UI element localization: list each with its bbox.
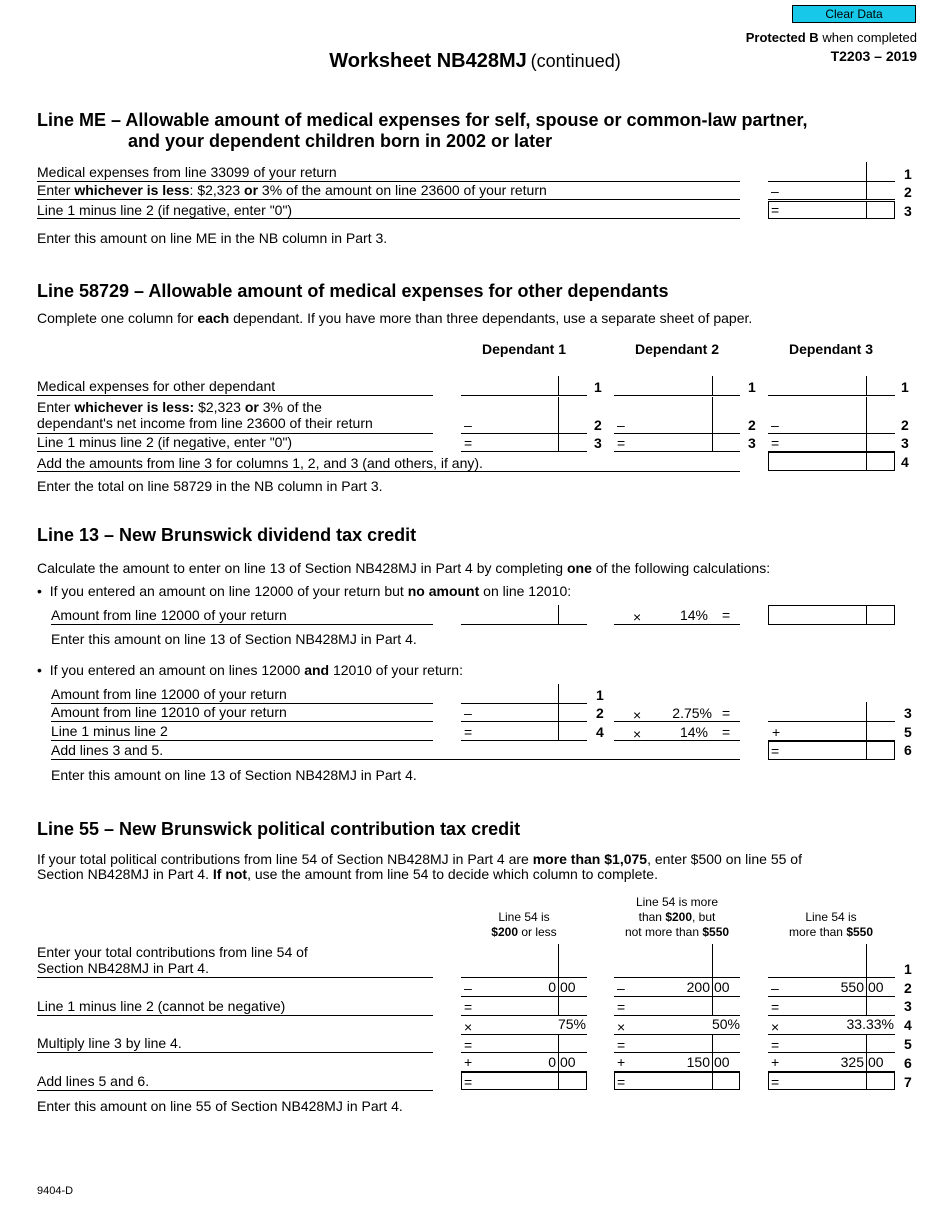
cents-divider: [866, 978, 867, 996]
amount-line-me-1[interactable]: [768, 181, 895, 182]
t: Enter: [37, 182, 75, 198]
t: Line 54 is: [805, 910, 857, 924]
line-me-heading: Line ME – Allowable amount of medical expenses for self, spouse or common-law partner,: [37, 110, 808, 130]
line-58729-row2-cont: dependant's net income from line 23600 of their return: [37, 415, 373, 431]
equals-sign: =: [771, 743, 780, 759]
rate-14: 14%: [679, 724, 708, 740]
t: each: [197, 310, 230, 326]
t: or: [244, 182, 259, 198]
t: Calculate the amount to enter on line 13 of Section NB428MJ in Part 4 by completing: [37, 560, 567, 576]
line-number: 2: [594, 417, 602, 433]
t: no amount: [407, 583, 480, 599]
plus-sign: +: [464, 1054, 473, 1070]
col2-line5[interactable]: [614, 1052, 740, 1053]
t: whichever is less: [74, 182, 190, 198]
dep3-line1[interactable]: [768, 395, 895, 396]
dep1-line3[interactable]: [461, 451, 587, 452]
times-sign: ×: [633, 726, 642, 742]
col1-line7[interactable]: [461, 1072, 587, 1090]
equals-sign: =: [464, 435, 473, 451]
line-13-bullet1: • If you entered an amount on line 12000 of your return but no amount on line 12010:: [37, 583, 572, 599]
rule: [37, 451, 433, 452]
cents-divider: [866, 376, 867, 396]
form-id: T2203 – 2019: [830, 48, 917, 64]
t: Section NB428MJ in Part 4.: [37, 866, 213, 882]
cents-divider: [866, 452, 867, 471]
minus-sign: –: [617, 980, 625, 996]
line-me-note: Enter this amount on line ME in the NB column in Part 3.: [37, 230, 388, 246]
line-me-row1: Medical expenses from line 33099 of your return: [37, 164, 337, 180]
col1-line6-cents: 00: [560, 1054, 576, 1070]
rule: [37, 977, 433, 978]
line-13-intro: [37, 560, 770, 576]
b1-row: Amount from line 12000 of your return: [51, 607, 287, 623]
t: $550: [846, 925, 874, 939]
line-55-note: Enter this amount on line 55 of Section NB428MJ in Part 4.: [37, 1098, 403, 1114]
t: $200: [491, 925, 518, 939]
minus-sign: –: [617, 417, 625, 433]
line-number: 2: [904, 980, 912, 996]
plus-sign: +: [617, 1054, 626, 1070]
t: and: [304, 662, 330, 678]
line-55-intro-1: [37, 851, 802, 867]
equals-sign: =: [771, 999, 780, 1015]
cents-divider: [712, 944, 713, 978]
when-completed-text: when completed: [822, 30, 917, 45]
plus-sign: +: [771, 1054, 780, 1070]
col1-line2-cents: 00: [560, 979, 576, 995]
line-55-row5: Multiply line 3 by line 4.: [37, 1035, 182, 1051]
t: dependant. If you have more than three dependants, use a separate sheet of paper.: [229, 310, 753, 326]
rate-2-75: 2.75%: [672, 705, 712, 721]
cents-divider: [712, 1053, 713, 1071]
cents-divider: [866, 605, 867, 625]
rule: [51, 624, 433, 625]
cents-divider: [866, 702, 867, 722]
protected-b-text: Protected B: [745, 30, 819, 45]
equals-sign: =: [617, 1074, 626, 1090]
rule: [614, 721, 740, 722]
line-number: 7: [904, 1074, 912, 1090]
equals-sign: =: [722, 607, 731, 623]
t: Enter: [37, 399, 75, 415]
col2-rate: 50%: [711, 1016, 740, 1032]
col1-line5[interactable]: [461, 1052, 587, 1053]
col2-line2-dollars: 200: [686, 979, 710, 995]
line-55-row1-cont: Section NB428MJ in Part 4.: [37, 960, 209, 976]
cents-divider: [558, 704, 559, 722]
col2-line2[interactable]: [614, 996, 740, 997]
equals-sign: =: [617, 999, 626, 1015]
t: or less: [518, 925, 557, 939]
b2-row1: Amount from line 12000 of your return: [51, 686, 287, 702]
line-number: 1: [594, 379, 602, 395]
rule: [461, 1034, 587, 1035]
b2-amount-line1[interactable]: [461, 703, 587, 704]
line-number: 4: [596, 724, 604, 740]
line-55-row7: Add lines 5 and 6.: [37, 1073, 150, 1089]
b1-amount[interactable]: [461, 624, 587, 625]
amount-line-me-3[interactable]: [768, 201, 895, 219]
minus-sign: –: [771, 980, 779, 996]
cents-divider: [558, 605, 559, 625]
line-number: 5: [904, 724, 912, 740]
rate-14: 14%: [679, 607, 708, 623]
line-number: 3: [594, 435, 602, 451]
line-me-row2: [37, 182, 547, 198]
line-number: 4: [904, 1017, 912, 1033]
cents-divider: [866, 201, 867, 219]
t: , but: [692, 910, 716, 924]
rule: [51, 740, 433, 741]
page-title: [0, 50, 950, 73]
column-head-dependant-2: Dependant 2: [634, 341, 719, 357]
equals-sign: =: [771, 1074, 780, 1090]
t: or: [244, 399, 259, 415]
cents-divider: [558, 376, 559, 396]
t: on line 12010:: [479, 583, 572, 599]
cents-divider: [866, 182, 867, 200]
t: 12010 of your return:: [329, 662, 463, 678]
minus-sign: –: [464, 417, 472, 433]
b2-row3: Line 1 minus line 2: [51, 723, 168, 739]
col1-line2[interactable]: [461, 996, 587, 997]
column-head-dependant-1: Dependant 1: [481, 341, 566, 357]
col2-line7[interactable]: [614, 1072, 740, 1090]
line-number: 6: [904, 742, 912, 758]
rule: [51, 759, 740, 760]
b2-result-line3[interactable]: [768, 721, 895, 722]
cents-divider: [558, 1035, 559, 1053]
cents-divider: [712, 978, 713, 996]
equals-sign: =: [464, 724, 473, 740]
rule: [37, 1090, 433, 1091]
t: If you entered an amount on lines 12000: [49, 662, 305, 678]
line-number: 3: [904, 705, 912, 721]
col3-line2-dollars: 550: [840, 979, 864, 995]
cents-divider: [866, 397, 867, 434]
title-continued: (continued): [530, 51, 621, 71]
rule: [37, 1015, 433, 1016]
dep1-line1[interactable]: [461, 395, 587, 396]
equals-sign: =: [722, 705, 731, 721]
line-number: 2: [596, 705, 604, 721]
t: of the following calculations:: [591, 560, 771, 576]
minus-sign: –: [771, 183, 779, 199]
line-me-row3: Line 1 minus line 2 (if negative, enter "0"): [37, 202, 293, 218]
minus-sign: –: [464, 705, 472, 721]
form-code: 9404-D: [37, 1185, 74, 1197]
cents-divider: [558, 944, 559, 978]
cents-divider: [712, 376, 713, 396]
cents-divider: [866, 722, 867, 741]
col2-line6-cents: 00: [714, 1054, 730, 1070]
amount-line-me-2[interactable]: [768, 199, 895, 200]
rule: [37, 471, 740, 472]
cents-divider: [558, 997, 559, 1015]
minus-sign: –: [464, 980, 472, 996]
plus-sign: +: [772, 724, 781, 740]
t: $550: [702, 925, 730, 939]
rule: [768, 1034, 895, 1035]
line-58729-row3: Line 1 minus line 2 (if negative, enter "0"): [37, 434, 293, 450]
line-number: 6: [904, 1055, 912, 1071]
t: If not: [212, 866, 248, 882]
dep2-line3[interactable]: [614, 451, 740, 452]
cents-divider: [558, 722, 559, 741]
cents-divider: [558, 434, 559, 452]
t: $2,323: [194, 399, 245, 415]
clear-data-button[interactable]: Clear Data: [792, 5, 916, 23]
t: not more than: [624, 925, 703, 939]
col3-line6-cents: 00: [868, 1054, 884, 1070]
line-55-intro-2: [37, 866, 658, 882]
times-sign: ×: [617, 1019, 626, 1035]
column-head-dependant-3: Dependant 3: [788, 341, 873, 357]
col3-rate: 33.33%: [846, 1016, 894, 1032]
col2-line6-dollars: 150: [686, 1054, 710, 1070]
cents-divider: [866, 1072, 867, 1090]
line-13-bullet2: • If you entered an amount on lines 12000 and 12010 of your return:: [37, 662, 463, 678]
col3-line7[interactable]: [768, 1072, 895, 1090]
cents-divider: [712, 997, 713, 1015]
line-58729-heading: Line 58729 – Allowable amount of medical expenses for other dependants: [37, 281, 669, 301]
rule: [37, 395, 433, 396]
rule: [614, 1034, 740, 1035]
t: If you entered an amount on line 12000 of your return but: [49, 583, 408, 599]
cents-divider: [558, 1053, 559, 1071]
dep2-line2[interactable]: [614, 433, 740, 434]
line-55-heading: Line 55 – New Brunswick political contribution tax credit: [37, 819, 521, 839]
cents-divider: [866, 1035, 867, 1053]
dependants-total-line4[interactable]: [768, 452, 895, 471]
cents-divider: [866, 162, 867, 182]
t: $200: [665, 910, 693, 924]
column-head-more-than-550: [768, 910, 894, 940]
cents-divider: [558, 397, 559, 434]
cents-divider: [712, 397, 713, 434]
line-number: 3: [904, 998, 912, 1014]
rule: [614, 740, 740, 741]
equals-sign: =: [464, 1037, 473, 1053]
line-58729-row4: Add the amounts from line 3 for columns 1, 2, and 3 (and others, if any).: [37, 455, 483, 471]
line-58729-intro: [37, 310, 752, 326]
cents-divider: [866, 997, 867, 1015]
col3-line2-cents: 00: [868, 979, 884, 995]
line-58729-row1: Medical expenses for other dependant: [37, 378, 276, 394]
line-number: 3: [748, 435, 756, 451]
cents-divider: [558, 684, 559, 704]
b2-row2: Amount from line 12010 of your return: [51, 704, 287, 720]
cents-divider: [866, 944, 867, 978]
times-sign: ×: [633, 609, 642, 625]
line-number: 1: [901, 379, 909, 395]
line-number: 2: [748, 417, 756, 433]
b2-amount-line2[interactable]: [461, 721, 587, 722]
rule: [37, 218, 740, 219]
t: Complete one column for: [37, 310, 198, 326]
rule: [614, 624, 740, 625]
equals-sign: =: [722, 724, 731, 740]
line-58729-note: Enter the total on line 58729 in the NB column in Part 3.: [37, 478, 383, 494]
equals-sign: =: [771, 1037, 780, 1053]
line-number: 3: [904, 203, 912, 219]
t: Line 54 is more: [635, 895, 719, 909]
cents-divider: [866, 434, 867, 452]
t: more than: [788, 925, 847, 939]
title-bold: Worksheet NB428MJ: [329, 50, 527, 72]
times-sign: ×: [771, 1019, 780, 1035]
b1-result[interactable]: [768, 605, 895, 625]
line-me-heading-cont: and your dependent children born in 2002 or later: [128, 131, 553, 151]
col3-line5[interactable]: [768, 1052, 895, 1053]
b2-row4: Add lines 3 and 5.: [51, 742, 164, 758]
t: If your total political contributions from line 54 of Section NB428MJ in Part 4 are: [37, 851, 533, 867]
col2-line2-cents: 00: [714, 979, 730, 995]
line-55-row1: Enter your total contributions from line 54 of: [37, 944, 308, 960]
col2-line1[interactable]: [614, 977, 740, 978]
b2-note: Enter this amount on line 13 of Section NB428MJ in Part 4.: [51, 767, 417, 783]
t: than: [638, 910, 666, 924]
t: , enter $500 on line 55 of: [647, 851, 802, 867]
cents-divider: [558, 978, 559, 996]
cents-divider: [558, 1072, 559, 1090]
line-number: 3: [901, 435, 909, 451]
cents-divider: [712, 434, 713, 452]
equals-sign: =: [771, 435, 780, 451]
equals-sign: =: [464, 1074, 473, 1090]
col1-line2-dollars: 0: [548, 979, 556, 995]
col3-line2[interactable]: [768, 996, 895, 997]
line-number: 5: [904, 1036, 912, 1052]
dep2-line1[interactable]: [614, 395, 740, 396]
t: one: [566, 560, 592, 576]
col3-line1[interactable]: [768, 977, 895, 978]
line-58729-row2: [37, 399, 322, 415]
line-number: 1: [748, 379, 756, 395]
line-number: 1: [904, 166, 912, 182]
t: Line 54 is: [498, 910, 550, 924]
rule: [51, 721, 433, 722]
line-number: 2: [904, 184, 912, 200]
times-sign: ×: [633, 707, 642, 723]
b1-note: Enter this amount on line 13 of Section NB428MJ in Part 4.: [51, 631, 417, 647]
equals-sign: =: [617, 1037, 626, 1053]
rule: [37, 1052, 433, 1053]
equals-sign: =: [771, 202, 780, 218]
line-number: 4: [901, 454, 909, 470]
column-head-200-or-less: [461, 910, 587, 940]
protected-b-label: [746, 30, 917, 45]
t: 3% of the amount on line 23600 of your return: [258, 182, 547, 198]
line-number: 1: [904, 961, 912, 977]
col1-rate: 75%: [557, 1016, 586, 1032]
line-number: 2: [901, 417, 909, 433]
t: , use the amount from line 54 to decide which column to complete.: [247, 866, 658, 882]
line-13-heading: Line 13 – New Brunswick dividend tax credit: [37, 525, 417, 545]
col1-line6-dollars: 0: [548, 1054, 556, 1070]
col1-line1[interactable]: [461, 977, 587, 978]
t: whichever is less:: [74, 399, 195, 415]
dep3-line2[interactable]: [768, 433, 895, 434]
line-55-row3: Line 1 minus line 2 (cannot be negative): [37, 998, 286, 1014]
minus-sign: –: [771, 417, 779, 433]
cents-divider: [866, 1053, 867, 1071]
cents-divider: [712, 1072, 713, 1090]
t: more than $1,075: [532, 851, 648, 867]
times-sign: ×: [464, 1019, 473, 1035]
col3-line6-dollars: 325: [840, 1054, 864, 1070]
equals-sign: =: [464, 999, 473, 1015]
line-number: 1: [596, 687, 604, 703]
b2-amount-line4[interactable]: [461, 740, 587, 741]
t: : $2,323: [189, 182, 245, 198]
b2-result-line6[interactable]: [768, 741, 895, 760]
cents-divider: [866, 741, 867, 760]
column-head-200-to-550: [604, 895, 750, 940]
rule: [37, 199, 740, 200]
equals-sign: =: [617, 435, 626, 451]
cents-divider: [712, 1035, 713, 1053]
t: 3% of the: [258, 399, 322, 415]
dep1-line2[interactable]: [461, 433, 587, 434]
